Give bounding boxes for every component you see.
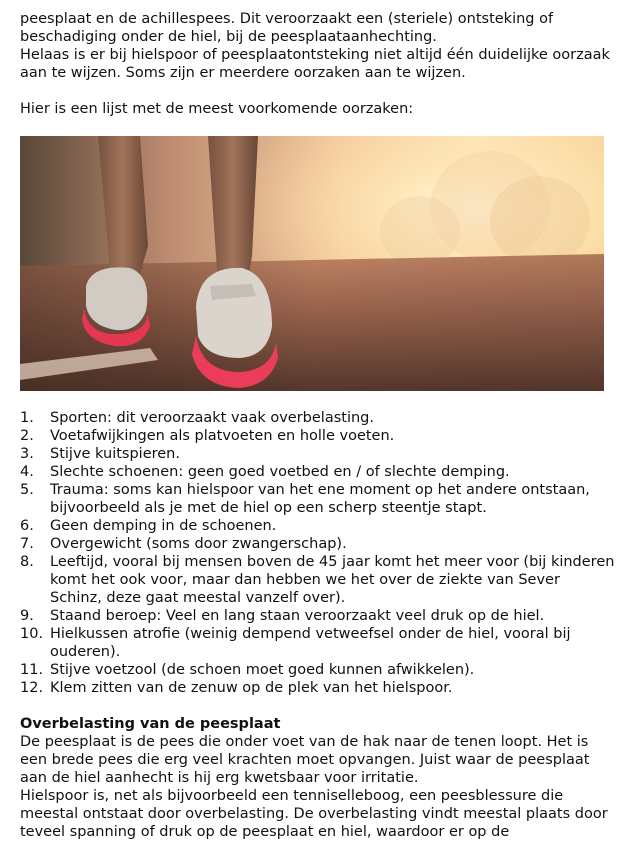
list-item-number: 6. xyxy=(20,518,34,534)
list-item-text: Staand beroep: Veel en lang staan veroorzaakt veel druk op de hiel. xyxy=(50,608,545,624)
list-item-text: Stijve voetzool (de schoen moet goed kunnen afwikkelen). xyxy=(50,662,475,678)
list-item-text: Trauma: soms kan hielspoor van het ene moment op het andere ontstaan, bijvoorbeeld als je met de hiel op een scherp steentje stapt. xyxy=(50,482,590,516)
list-item xyxy=(20,463,616,481)
list-item-text: Klem zitten van de zenuw op de plek van het hielspoor. xyxy=(50,680,453,696)
list-item xyxy=(20,625,616,661)
list-item xyxy=(20,427,616,445)
list-item-number: 3. xyxy=(20,446,34,462)
list-item-number: 2. xyxy=(20,428,34,444)
causes-list xyxy=(20,409,616,697)
list-item-number: 7. xyxy=(20,536,34,552)
list-item-number: 12. xyxy=(20,680,44,696)
runner-feet-photo xyxy=(20,136,604,391)
list-item-text: Hielkussen atrofie (weinig dempend vetweefsel onder de hiel, vooral bij ouderen). xyxy=(50,626,571,660)
intro-paragraph-1: peesplaat en de achillespees. Dit veroorzaakt een (steriele) ontsteking of beschadiging onder de hiel, bij de peesplaataanhechting. xyxy=(20,11,554,45)
list-intro: Hier is een lijst met de meest voorkomende oorzaken: xyxy=(20,101,414,117)
section-paragraph-2: Hielspoor is, net als bijvoorbeeld een tenniselleboog, een peesblessure die meestal ontstaat door overbelasting. De overbelasting vindt meestal plaats door teveel spanning of druk op de peesplaat en hiel, waardoor er op de xyxy=(20,788,608,840)
list-item-text: Overgewicht (soms door zwangerschap). xyxy=(50,536,347,552)
section-paragraph-1: De peesplaat is de pees die onder voet van de hak naar de tenen loopt. Het is een brede pees die erg veel krachten moet opvangen. Juist waar de peesplaat aan de hiel aanhecht is hij erg kwetsbaar voor irritatie. xyxy=(20,734,590,786)
list-item xyxy=(20,661,616,679)
list-item xyxy=(20,535,616,553)
list-item xyxy=(20,607,616,625)
list-item-number: 4. xyxy=(20,464,34,480)
list-item-text: Geen demping in de schoenen. xyxy=(50,518,277,534)
list-item-text: Stijve kuitspieren. xyxy=(50,446,180,462)
list-item xyxy=(20,679,616,697)
list-item xyxy=(20,445,616,463)
list-item-text: Sporten: dit veroorzaakt vaak overbelasting. xyxy=(50,410,374,426)
intro-paragraph-2: Helaas is er bij hielspoor of peesplaatontsteking niet altijd één duidelijke oorzaak aan te wijzen. Soms zijn er meerdere oorzaken aan te wijzen. xyxy=(20,47,610,81)
list-item-number: 8. xyxy=(20,554,34,570)
article-content xyxy=(20,10,616,841)
list-item-text: Leeftijd, vooral bij mensen boven de 45 jaar komt het meer voor (bij kinderen komt het ook voor, maar dan hebben we het over de ziekte van Sever Schinz, deze gaat meestal vanzelf over). xyxy=(50,554,615,606)
list-item-number: 9. xyxy=(20,608,34,624)
list-item-text: Slechte schoenen: geen goed voetbed en / of slechte demping. xyxy=(50,464,510,480)
list-item-text: Voetafwijkingen als platvoeten en holle voeten. xyxy=(50,428,395,444)
list-item xyxy=(20,409,616,427)
list-item xyxy=(20,553,616,607)
list-item-number: 5. xyxy=(20,482,34,498)
list-item xyxy=(20,481,616,517)
list-item-number: 11. xyxy=(20,662,44,678)
list-item-number: 1. xyxy=(20,410,34,426)
list-item xyxy=(20,517,616,535)
list-item-number: 10. xyxy=(20,626,44,642)
section-heading: Overbelasting van de peesplaat xyxy=(20,716,281,732)
